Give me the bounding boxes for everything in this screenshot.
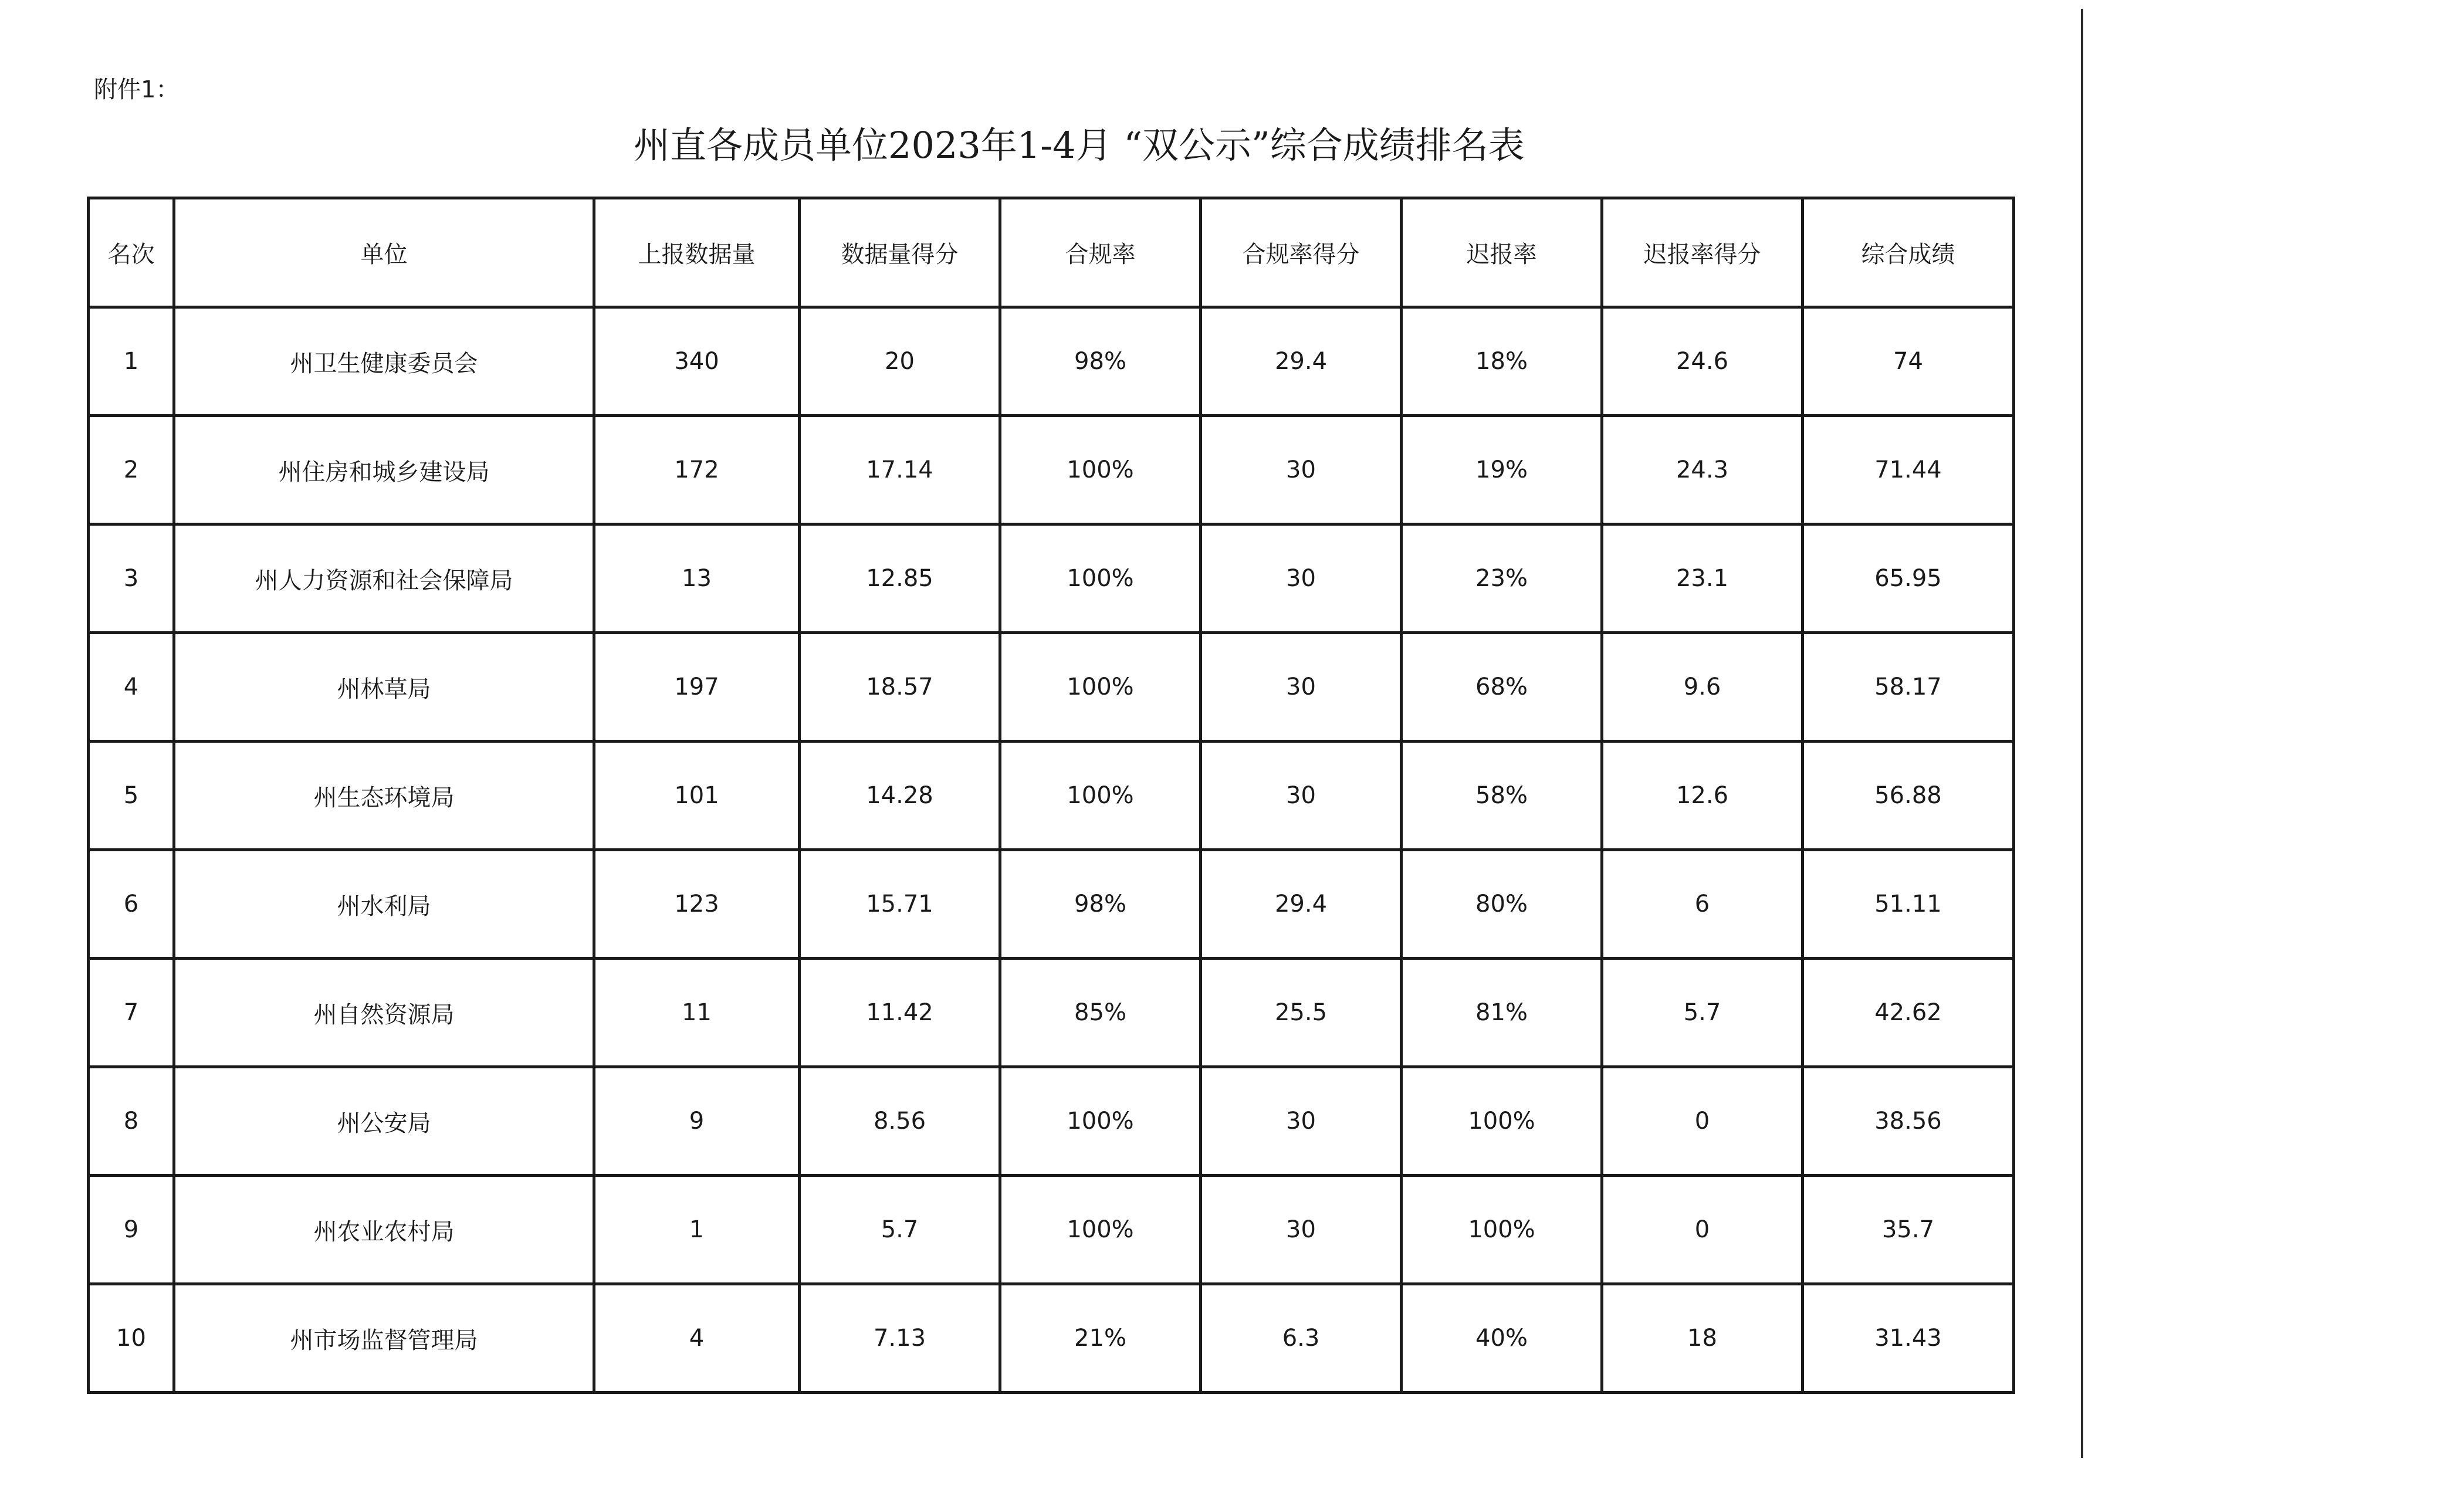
cell-reported-volume: 197 bbox=[594, 633, 800, 742]
cell-late-score: 0 bbox=[1602, 1176, 1803, 1284]
cell-total-score: 31.43 bbox=[1803, 1284, 2014, 1393]
cell-late-score: 5.7 bbox=[1602, 959, 1803, 1067]
cell-volume-score: 14.28 bbox=[800, 742, 1000, 850]
cell-volume-score: 15.71 bbox=[800, 850, 1000, 959]
cell-volume-score: 11.42 bbox=[800, 959, 1000, 1067]
cell-volume-score: 18.57 bbox=[800, 633, 1000, 742]
header-late-score: 迟报率得分 bbox=[1602, 198, 1803, 307]
cell-total-score: 56.88 bbox=[1803, 742, 2014, 850]
cell-volume-score: 5.7 bbox=[800, 1176, 1000, 1284]
table-row bbox=[89, 524, 2014, 633]
header-compliance-rate: 合规率 bbox=[1000, 198, 1201, 307]
cell-reported-volume: 172 bbox=[594, 416, 800, 524]
table-row bbox=[89, 959, 2014, 1067]
cell-reported-volume: 11 bbox=[594, 959, 800, 1067]
cell-compliance-score: 30 bbox=[1201, 1067, 1402, 1176]
cell-late-rate: 100% bbox=[1402, 1067, 1602, 1176]
cell-volume-score: 17.14 bbox=[800, 416, 1000, 524]
cell-total-score: 65.95 bbox=[1803, 524, 2014, 633]
cell-compliance-score: 30 bbox=[1201, 742, 1402, 850]
table-row bbox=[89, 307, 2014, 416]
cell-volume-score: 8.56 bbox=[800, 1067, 1000, 1176]
cell-unit: 州公安局 bbox=[174, 1067, 594, 1176]
cell-reported-volume: 123 bbox=[594, 850, 800, 959]
cell-compliance-rate: 100% bbox=[1000, 1067, 1201, 1176]
cell-rank: 7 bbox=[89, 959, 174, 1067]
cell-unit: 州水利局 bbox=[174, 850, 594, 959]
cell-reported-volume: 1 bbox=[594, 1176, 800, 1284]
cell-compliance-rate: 98% bbox=[1000, 307, 1201, 416]
cell-late-rate: 81% bbox=[1402, 959, 1602, 1067]
attachment-label: 附件1： bbox=[94, 76, 180, 103]
cell-reported-volume: 340 bbox=[594, 307, 800, 416]
table-row bbox=[89, 633, 2014, 742]
cell-total-score: 58.17 bbox=[1803, 633, 2014, 742]
header-late-rate: 迟报率 bbox=[1402, 198, 1602, 307]
cell-compliance-rate: 100% bbox=[1000, 742, 1201, 850]
header-unit: 单位 bbox=[174, 198, 594, 307]
cell-late-rate: 18% bbox=[1402, 307, 1602, 416]
cell-late-score: 23.1 bbox=[1602, 524, 1803, 633]
header-rank: 名次 bbox=[89, 198, 174, 307]
table-row bbox=[89, 850, 2014, 959]
cell-late-rate: 40% bbox=[1402, 1284, 1602, 1393]
page-edge-line bbox=[2081, 9, 2083, 1458]
cell-unit: 州住房和城乡建设局 bbox=[174, 416, 594, 524]
cell-unit: 州人力资源和社会保障局 bbox=[174, 524, 594, 633]
cell-late-score: 12.6 bbox=[1602, 742, 1803, 850]
ranking-table bbox=[87, 197, 2015, 1394]
cell-late-rate: 80% bbox=[1402, 850, 1602, 959]
cell-rank: 8 bbox=[89, 1067, 174, 1176]
cell-late-rate: 68% bbox=[1402, 633, 1602, 742]
table-row bbox=[89, 742, 2014, 850]
cell-unit: 州农业农村局 bbox=[174, 1176, 594, 1284]
cell-rank: 3 bbox=[89, 524, 174, 633]
cell-compliance-rate: 85% bbox=[1000, 959, 1201, 1067]
cell-unit: 州林草局 bbox=[174, 633, 594, 742]
header-compliance-score: 合规率得分 bbox=[1201, 198, 1402, 307]
table-row bbox=[89, 1284, 2014, 1393]
table-row bbox=[89, 416, 2014, 524]
cell-compliance-score: 30 bbox=[1201, 524, 1402, 633]
cell-compliance-rate: 100% bbox=[1000, 524, 1201, 633]
cell-reported-volume: 9 bbox=[594, 1067, 800, 1176]
cell-compliance-rate: 100% bbox=[1000, 416, 1201, 524]
table-header-row bbox=[89, 198, 2014, 307]
cell-compliance-rate: 100% bbox=[1000, 1176, 1201, 1284]
table-row bbox=[89, 1176, 2014, 1284]
cell-late-score: 24.3 bbox=[1602, 416, 1803, 524]
cell-compliance-rate: 100% bbox=[1000, 633, 1201, 742]
document-title: 州直各成员单位2023年1-4月 “双公示”综合成绩排名表 bbox=[634, 124, 1525, 167]
cell-total-score: 71.44 bbox=[1803, 416, 2014, 524]
cell-volume-score: 12.85 bbox=[800, 524, 1000, 633]
header-volume-score: 数据量得分 bbox=[800, 198, 1000, 307]
cell-compliance-score: 30 bbox=[1201, 1176, 1402, 1284]
cell-late-rate: 100% bbox=[1402, 1176, 1602, 1284]
cell-unit: 州生态环境局 bbox=[174, 742, 594, 850]
cell-late-score: 9.6 bbox=[1602, 633, 1803, 742]
cell-rank: 6 bbox=[89, 850, 174, 959]
cell-compliance-rate: 98% bbox=[1000, 850, 1201, 959]
cell-rank: 5 bbox=[89, 742, 174, 850]
cell-compliance-score: 29.4 bbox=[1201, 850, 1402, 959]
cell-late-rate: 58% bbox=[1402, 742, 1602, 850]
cell-late-score: 0 bbox=[1602, 1067, 1803, 1176]
cell-reported-volume: 13 bbox=[594, 524, 800, 633]
cell-late-score: 6 bbox=[1602, 850, 1803, 959]
cell-reported-volume: 101 bbox=[594, 742, 800, 850]
cell-late-rate: 19% bbox=[1402, 416, 1602, 524]
cell-total-score: 42.62 bbox=[1803, 959, 2014, 1067]
cell-compliance-score: 25.5 bbox=[1201, 959, 1402, 1067]
cell-rank: 2 bbox=[89, 416, 174, 524]
cell-rank: 4 bbox=[89, 633, 174, 742]
cell-late-score: 18 bbox=[1602, 1284, 1803, 1393]
cell-volume-score: 7.13 bbox=[800, 1284, 1000, 1393]
cell-total-score: 51.11 bbox=[1803, 850, 2014, 959]
header-total-score: 综合成绩 bbox=[1803, 198, 2014, 307]
cell-unit: 州市场监督管理局 bbox=[174, 1284, 594, 1393]
cell-compliance-score: 29.4 bbox=[1201, 307, 1402, 416]
cell-total-score: 38.56 bbox=[1803, 1067, 2014, 1176]
cell-compliance-score: 30 bbox=[1201, 633, 1402, 742]
cell-volume-score: 20 bbox=[800, 307, 1000, 416]
cell-rank: 9 bbox=[89, 1176, 174, 1284]
header-reported-volume: 上报数据量 bbox=[594, 198, 800, 307]
cell-total-score: 35.7 bbox=[1803, 1176, 2014, 1284]
cell-reported-volume: 4 bbox=[594, 1284, 800, 1393]
cell-compliance-rate: 21% bbox=[1000, 1284, 1201, 1393]
cell-compliance-score: 30 bbox=[1201, 416, 1402, 524]
cell-unit: 州自然资源局 bbox=[174, 959, 594, 1067]
cell-rank: 1 bbox=[89, 307, 174, 416]
cell-late-rate: 23% bbox=[1402, 524, 1602, 633]
cell-rank: 10 bbox=[89, 1284, 174, 1393]
cell-total-score: 74 bbox=[1803, 307, 2014, 416]
cell-unit: 州卫生健康委员会 bbox=[174, 307, 594, 416]
cell-late-score: 24.6 bbox=[1602, 307, 1803, 416]
table-row bbox=[89, 1067, 2014, 1176]
cell-compliance-score: 6.3 bbox=[1201, 1284, 1402, 1393]
